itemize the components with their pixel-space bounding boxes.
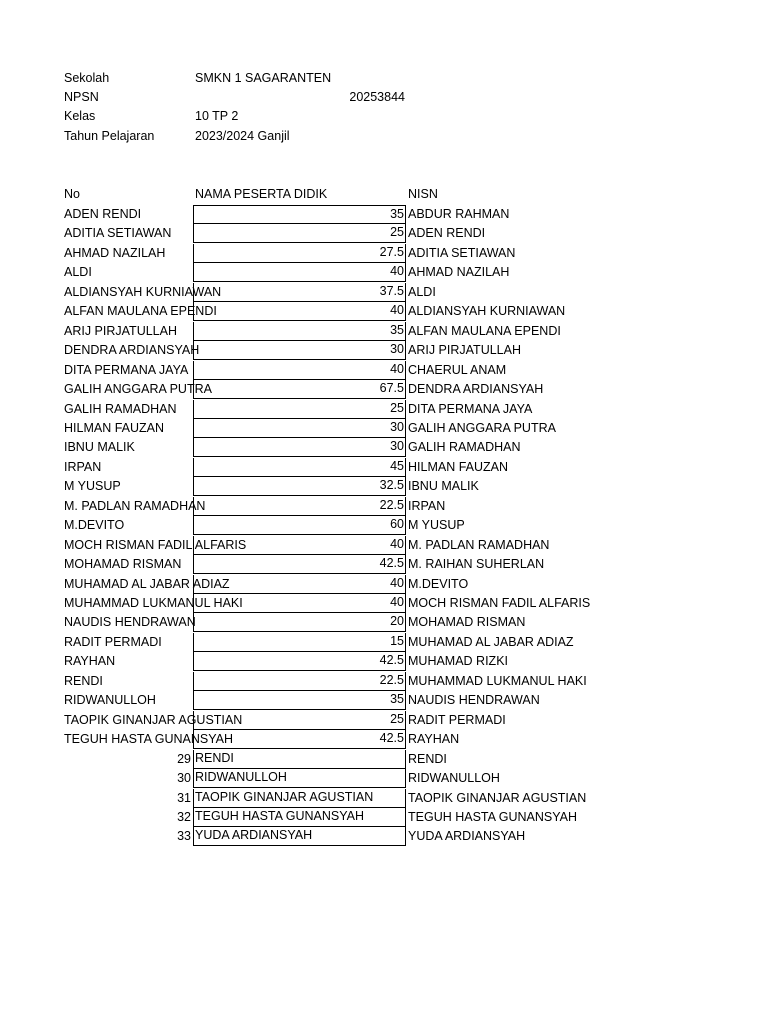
student-name-cell: GALIH RAMADHAN xyxy=(64,402,177,416)
score-cell-text: 60 xyxy=(390,517,404,531)
sekolah-value: SMKN 1 SAGARANTEN xyxy=(195,71,332,85)
nisn-name-cell: M YUSUP xyxy=(408,518,465,532)
nisn-name-cell: DITA PERMANA JAYA xyxy=(408,402,533,416)
nisn-name-cell: CHAERUL ANAM xyxy=(408,363,507,377)
score-cell-text: 35 xyxy=(390,323,404,337)
score-cell xyxy=(193,536,406,555)
student-name-cell: IBNU MALIK xyxy=(64,440,135,454)
score-cell xyxy=(193,400,406,419)
nisn-name-cell: M. RAIHAN SUHERLAN xyxy=(408,557,545,571)
nisn-name-cell: TEGUH HASTA GUNANSYAH xyxy=(408,810,578,824)
student-name-cell: IRPAN xyxy=(64,460,102,474)
nisn-name-cell: IRPAN xyxy=(408,499,446,513)
student-name-cell: ALDI xyxy=(64,265,92,279)
nisn-name-cell: GALIH RAMADHAN xyxy=(408,440,521,454)
score-cell xyxy=(193,361,406,380)
score-cell-text: 15 xyxy=(390,634,404,648)
nisn-name-cell: ARIJ PIRJATULLAH xyxy=(408,343,521,357)
student-name-cell: RADIT PERMADI xyxy=(64,635,162,649)
row-number-cell: 29 xyxy=(177,752,191,766)
student-name-cell: NAUDIS HENDRAWAN xyxy=(64,615,196,629)
nisn-name-cell: M.DEVITO xyxy=(408,577,469,591)
nisn-name-cell: GALIH ANGGARA PUTRA xyxy=(408,421,556,435)
tahun-value: 2023/2024 Ganjil xyxy=(195,129,290,143)
student-name-cell: RAYHAN xyxy=(64,654,116,668)
score-cell xyxy=(193,575,406,594)
nisn-name-cell: MUHAMAD RIZKI xyxy=(408,654,508,668)
nama-peserta-cell xyxy=(193,750,406,769)
score-cell-text: 40 xyxy=(390,576,404,590)
student-name-cell: AHMAD NAZILAH xyxy=(64,246,166,260)
score-cell-text: 37.5 xyxy=(379,284,404,298)
score-cell xyxy=(193,652,406,671)
score-cell xyxy=(193,263,406,282)
student-name-cell: M YUSUP xyxy=(64,479,121,493)
nama-peserta-cell xyxy=(193,769,406,788)
student-name-cell: TAOPIK GINANJAR AGUSTIAN xyxy=(64,713,243,727)
score-cell xyxy=(193,224,406,243)
student-name-cell: MUHAMMAD LUKMANUL HAKI xyxy=(64,596,243,610)
score-cell xyxy=(193,730,406,749)
nama-peserta-cell xyxy=(193,827,406,846)
score-cell xyxy=(193,691,406,710)
score-cell-text: 25 xyxy=(390,401,404,415)
student-name-cell: M. PADLAN RAMADHAN xyxy=(64,499,206,513)
score-cell xyxy=(193,302,406,321)
student-name-cell: GALIH ANGGARA PUTRA xyxy=(64,382,212,396)
score-cell-text: 30 xyxy=(390,439,404,453)
score-cell-text: 22.5 xyxy=(379,498,404,512)
nisn-name-cell: DENDRA ARDIANSYAH xyxy=(408,382,544,396)
student-name-cell: ALFAN MAULANA EPENDI xyxy=(64,304,217,318)
student-name-cell: MOCH RISMAN FADIL ALFARIS xyxy=(64,538,247,552)
score-cell xyxy=(193,419,406,438)
student-name-cell: DENDRA ARDIANSYAH xyxy=(64,343,200,357)
column-header-no: No xyxy=(64,187,80,201)
nama-peserta-cell-text: TEGUH HASTA GUNANSYAH xyxy=(195,809,365,823)
row-number-cell: 33 xyxy=(177,829,191,843)
score-cell xyxy=(193,322,406,341)
score-cell xyxy=(193,613,406,632)
student-name-cell: ADEN RENDI xyxy=(64,207,142,221)
student-name-cell: M.DEVITO xyxy=(64,518,125,532)
student-name-cell: DITA PERMANA JAYA xyxy=(64,363,189,377)
nisn-name-cell: RENDI xyxy=(408,752,447,766)
row-number-cell: 31 xyxy=(177,791,191,805)
score-cell-text: 40 xyxy=(390,303,404,317)
nisn-name-cell: HILMAN FAUZAN xyxy=(408,460,509,474)
nama-peserta-cell-text: RENDI xyxy=(195,751,234,765)
score-cell-text: 32.5 xyxy=(379,478,404,492)
score-cell xyxy=(193,438,406,457)
npsn-value: 20253844 xyxy=(349,90,405,104)
student-name-cell: ALDIANSYAH KURNIAWAN xyxy=(64,285,222,299)
student-name-cell: TEGUH HASTA GUNANSYAH xyxy=(64,732,234,746)
score-cell-text: 25 xyxy=(390,712,404,726)
score-cell-text: 45 xyxy=(390,459,404,473)
student-name-cell: MOHAMAD RISMAN xyxy=(64,557,182,571)
score-cell-text: 40 xyxy=(390,595,404,609)
npsn-label: NPSN xyxy=(64,90,99,104)
score-cell xyxy=(193,555,406,574)
score-cell-text: 42.5 xyxy=(379,653,404,667)
row-number-cell: 30 xyxy=(177,771,191,785)
score-cell xyxy=(193,497,406,516)
score-cell-text: 40 xyxy=(390,362,404,376)
nama-peserta-cell xyxy=(193,789,406,808)
score-cell-text: 42.5 xyxy=(379,556,404,570)
nisn-name-cell: ADITIA SETIAWAN xyxy=(408,246,516,260)
student-name-cell: RENDI xyxy=(64,674,103,688)
nisn-name-cell: RADIT PERMADI xyxy=(408,713,506,727)
sekolah-label: Sekolah xyxy=(64,71,110,85)
nisn-name-cell: MOHAMAD RISMAN xyxy=(408,615,526,629)
nisn-name-cell: NAUDIS HENDRAWAN xyxy=(408,693,540,707)
score-cell xyxy=(193,672,406,691)
nisn-name-cell: ALFAN MAULANA EPENDI xyxy=(408,324,561,338)
kelas-value: 10 TP 2 xyxy=(195,109,239,123)
nisn-name-cell: IBNU MALIK xyxy=(408,479,479,493)
nama-peserta-cell xyxy=(193,808,406,827)
nama-peserta-cell-text: RIDWANULLOH xyxy=(195,770,287,784)
nisn-name-cell: M. PADLAN RAMADHAN xyxy=(408,538,550,552)
nisn-name-cell: ALDI xyxy=(408,285,436,299)
score-cell xyxy=(193,244,406,263)
score-cell-text: 42.5 xyxy=(379,731,404,745)
score-cell-text: 40 xyxy=(390,264,404,278)
student-name-cell: ARIJ PIRJATULLAH xyxy=(64,324,177,338)
score-cell xyxy=(193,283,406,302)
score-cell-text: 20 xyxy=(390,614,404,628)
nisn-name-cell: YUDA ARDIANSYAH xyxy=(408,829,526,843)
kelas-label: Kelas xyxy=(64,109,96,123)
nisn-name-cell: MUHAMMAD LUKMANUL HAKI xyxy=(408,674,587,688)
score-cell xyxy=(193,633,406,652)
nisn-name-cell: MOCH RISMAN FADIL ALFARIS xyxy=(408,596,591,610)
score-cell xyxy=(193,380,406,399)
score-cell-text: 30 xyxy=(390,342,404,356)
nisn-name-cell: RAYHAN xyxy=(408,732,460,746)
nisn-name-cell: TAOPIK GINANJAR AGUSTIAN xyxy=(408,791,587,805)
score-cell-text: 67.5 xyxy=(379,381,404,395)
score-cell-text: 40 xyxy=(390,537,404,551)
score-cell xyxy=(193,594,406,613)
student-name-cell: HILMAN FAUZAN xyxy=(64,421,165,435)
score-cell-text: 30 xyxy=(390,420,404,434)
column-header-nama: NAMA PESERTA DIDIK xyxy=(195,187,328,201)
score-cell xyxy=(193,341,406,360)
score-cell xyxy=(193,711,406,730)
student-name-cell: ADITIA SETIAWAN xyxy=(64,226,172,240)
score-cell xyxy=(193,477,406,496)
score-cell-text: 35 xyxy=(390,207,404,221)
nisn-name-cell: ADEN RENDI xyxy=(408,226,486,240)
nisn-name-cell: MUHAMAD AL JABAR ADIAZ xyxy=(408,635,574,649)
score-cell-text: 25 xyxy=(390,225,404,239)
student-name-cell: MUHAMAD AL JABAR ADIAZ xyxy=(64,577,230,591)
tahun-label: Tahun Pelajaran xyxy=(64,129,155,143)
score-cell xyxy=(193,516,406,535)
nisn-name-cell: ABDUR RAHMAN xyxy=(408,207,510,221)
column-header-nisn: NISN xyxy=(408,187,438,201)
score-cell xyxy=(193,205,406,224)
score-cell xyxy=(193,458,406,477)
student-name-cell: RIDWANULLOH xyxy=(64,693,156,707)
nisn-name-cell: ALDIANSYAH KURNIAWAN xyxy=(408,304,566,318)
row-number-cell: 32 xyxy=(177,810,191,824)
nisn-name-cell: AHMAD NAZILAH xyxy=(408,265,510,279)
nama-peserta-cell-text: YUDA ARDIANSYAH xyxy=(195,828,313,842)
nisn-name-cell: RIDWANULLOH xyxy=(408,771,500,785)
score-cell-text: 27.5 xyxy=(379,245,404,259)
nama-peserta-cell-text: TAOPIK GINANJAR AGUSTIAN xyxy=(195,790,374,804)
score-cell-text: 35 xyxy=(390,692,404,706)
score-cell-text: 22.5 xyxy=(379,673,404,687)
